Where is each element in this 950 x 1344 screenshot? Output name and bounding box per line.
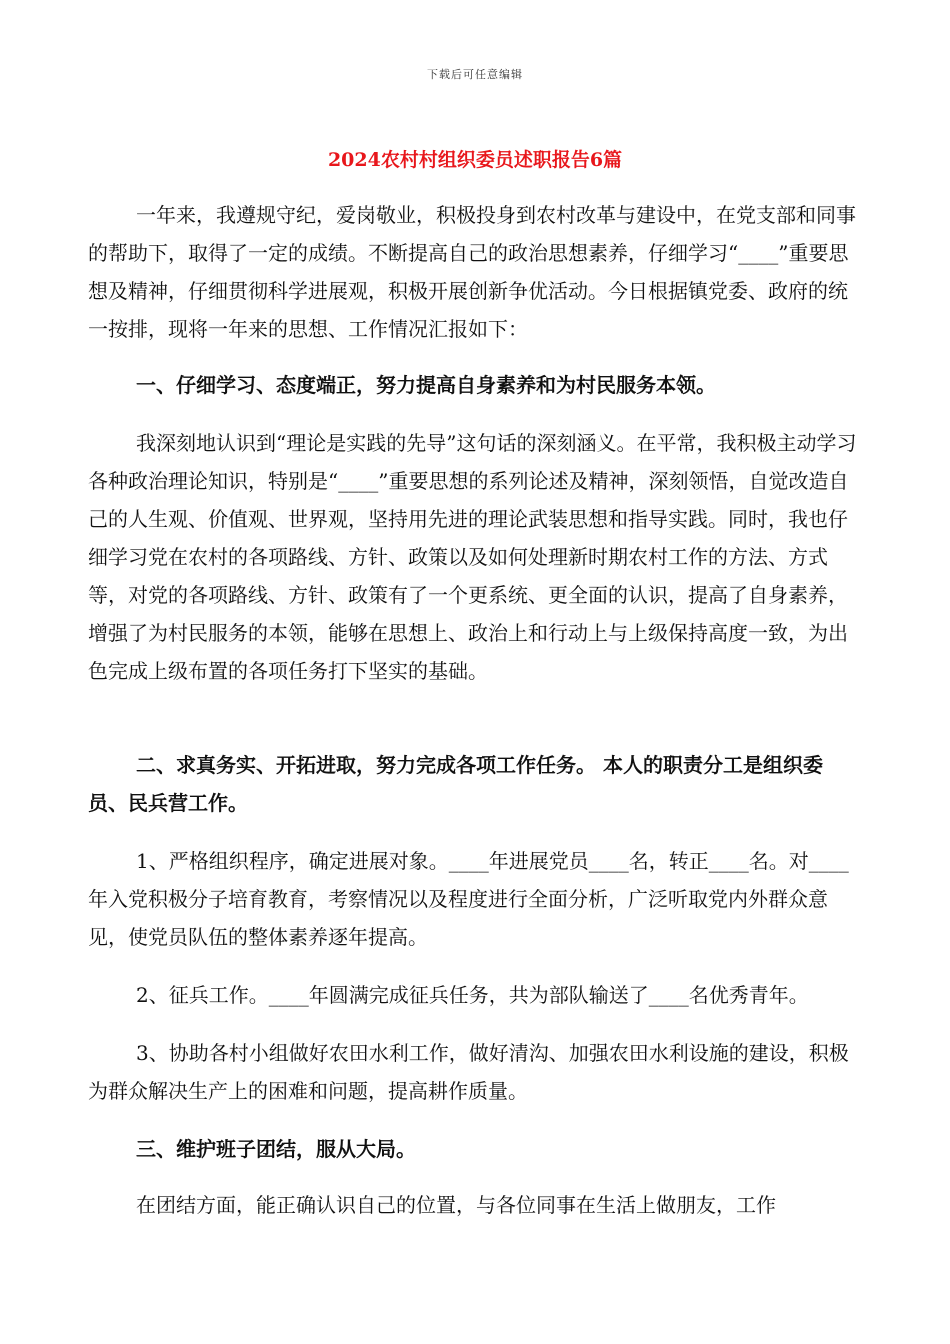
section-heading-2: 二、求真务实、开拓进取，努力完成各项工作任务。 本人的职责分工是组织委员、民兵营工作。 <box>88 753 823 815</box>
section-1-paragraph: 我深刻地认识到“理论是实践的先导”这句话的深刻涵义。在平常，我积极主动学习各种政治理论知识，特别是“____”重要思想的系列论述及精神，深刻领悟，自觉改造自己的人生观、价值观、世界观，坚持用先进的理论武装思想和指导实践。同时，我也仔细学习党在农村的各项路线、方针、政策以及如何处理新时期农村工作的方法、方式等，对党的各项路线、方针、政策有了一个更系统、更全面的认识，提高了自身素养，增强了为村民服务的本领，能够在思想上、政治上和行动上与上级保持高度一致，为出色完成上级布置的各项任务打下坚实的基础。 <box>88 431 857 683</box>
section-heading-1: 一、仔细学习、态度端正，努力提高自身素养和为村民服务本领。 <box>136 373 716 397</box>
section-3-paragraph: 在团结方面，能正确认识自己的位置，与各位同事在生活上做朋友，工作 <box>136 1193 776 1217</box>
list-item-3: 3、协助各村小组做好农田水利工作，做好清沟、加强农田水利设施的建设，积极为群众解决生产上的困难和问题，提高耕作质量。 <box>88 1041 849 1103</box>
list-item-2: 2、征兵工作。____年圆满完成征兵任务，共为部队输送了____名优秀青年。 <box>136 983 809 1007</box>
list-item-1: 1、严格组织程序，确定进展对象。____年进展党员____名，转正____名。对____年入党积极分子培育教育，考察情况以及程度进行全面分析，广泛听取党内外群众意见，使党员队伍的整体素养逐年提高。 <box>88 849 849 949</box>
document-title: 2024农村村组织委员述职报告6篇 <box>327 149 623 171</box>
intro-paragraph: 一年来，我遵规守纪，爱岗敬业，积极投身到农村改革与建设中，在党支部和同事的帮助下，取得了一定的成绩。不断提高自己的政治思想素养，仔细学习“____”重要思想及精神，仔细贯彻科学进展观，积极开展创新争优活动。今日根据镇党委、政府的统一按排，现将一年来的思想、工作情况汇报如下： <box>88 203 856 341</box>
section-heading-3: 三、维护班子团结，服从大局。 <box>136 1137 416 1161</box>
header-note: 下载后可任意编辑 <box>427 68 523 81</box>
